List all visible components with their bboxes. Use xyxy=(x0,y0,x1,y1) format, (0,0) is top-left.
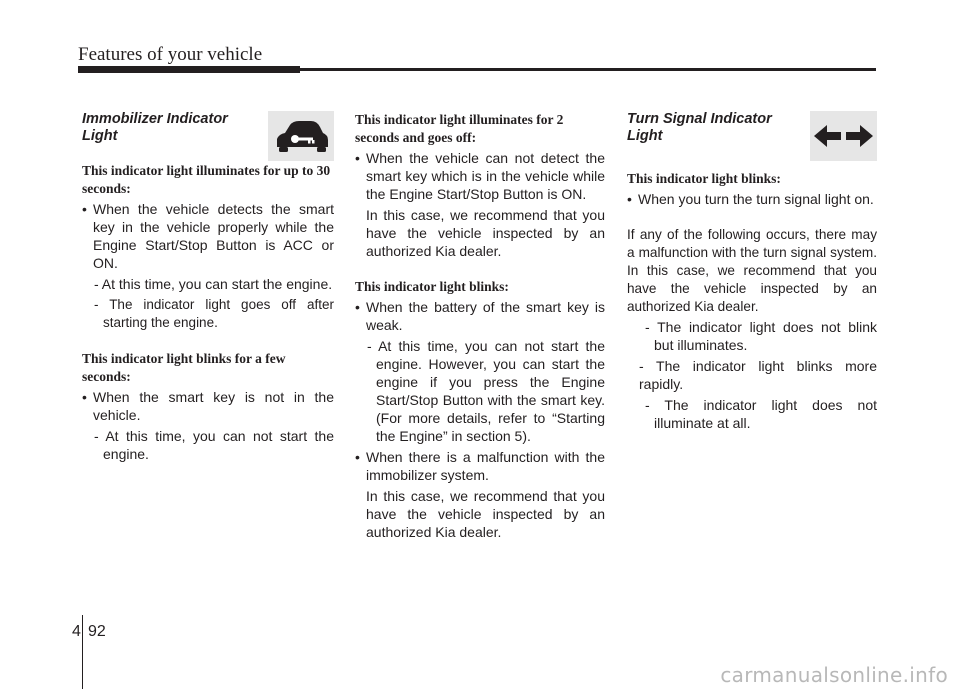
turn-signal-malfunction-text: If any of the following occurs, there may a malfunction with the turn signal system. In this case, we recommend that you have the vehicle inspected by an authorized Kia dealer. xyxy=(627,227,877,314)
watermark: carmanualsonline.info xyxy=(720,663,948,687)
note-inspect-dealer-1: In this case, we recommend that you have the vehicle inspected by an authorized Kia dealer. xyxy=(366,207,605,259)
turn-signal-blink-intro: This indicator light blinks: xyxy=(627,171,781,186)
blinks-intro: This indicator light blinks: xyxy=(355,279,509,294)
bullet-immobilizer-malfunction: • When there is a malfunction with the immobilizer system. xyxy=(355,448,605,484)
bullet-can-not-detect: • When the vehicle can not detect the smart key which is in the vehicle while the Engine Start/Stop Button is ON. xyxy=(355,149,605,203)
turn-signal-sub-no-blink: - The indicator light does not blink but illuminates. xyxy=(645,319,877,353)
turn-signal-bullet: • When you turn the turn signal light on. xyxy=(627,190,877,208)
page-number: 92 xyxy=(88,623,106,640)
column-immobilizer xyxy=(82,111,334,463)
immobilizer-illuminate-intro: This indicator light illuminates for up to 30 seconds: xyxy=(82,163,331,196)
immobilizer-sub-goes-off: - The indicator light goes off after starting the engine. xyxy=(94,297,334,330)
immobilizer-sub-can-not-start: - At this time, you can not start the engine. xyxy=(94,428,334,462)
turn-signal-heading: Turn Signal Indicator Light xyxy=(627,111,772,144)
footer-divider xyxy=(82,615,83,689)
column-immobilizer-cont xyxy=(355,111,605,541)
sub-press-with-smart-key: - At this time, you can not start the engine. However, you can start the engine if you press the Engine Start/Stop Button with the smart key. (For more details, refer to “Starting the Engine” in section 5). xyxy=(367,338,605,444)
column-turn-signal xyxy=(627,111,877,432)
bullet-battery-weak: • When the battery of the smart key is weak. xyxy=(355,298,605,334)
turn-signal-sub-rapid: - The indicator light blinks more rapidly. xyxy=(639,358,877,392)
immobilizer-bullet-not-in-vehicle: • When the smart key is not in the vehicle. xyxy=(82,388,334,424)
header-title: Features of your vehicle xyxy=(78,44,263,65)
immobilizer-bullet-detect: • When the vehicle detects the smart key in the vehicle properly while the Engine Start/Stop Button is ACC or ON. xyxy=(82,200,334,272)
two-second-intro: This indicator light illuminates for 2 seconds and goes off: xyxy=(355,112,564,145)
immobilizer-heading: Immobilizer Indicator Light xyxy=(82,111,228,144)
note-inspect-dealer-2: In this case, we recommend that you have the vehicle inspected by an authorized Kia dealer. xyxy=(366,488,605,540)
immobilizer-blink-intro: This indicator light blinks for a few seconds: xyxy=(82,351,286,384)
immobilizer-sub-start: - At this time, you can start the engine. xyxy=(94,276,333,292)
chapter-number: 4 xyxy=(72,623,81,640)
turn-signal-sub-no-illuminate: - The indicator light does not illuminate at all. xyxy=(645,397,877,431)
header-rule-accent xyxy=(78,66,300,73)
